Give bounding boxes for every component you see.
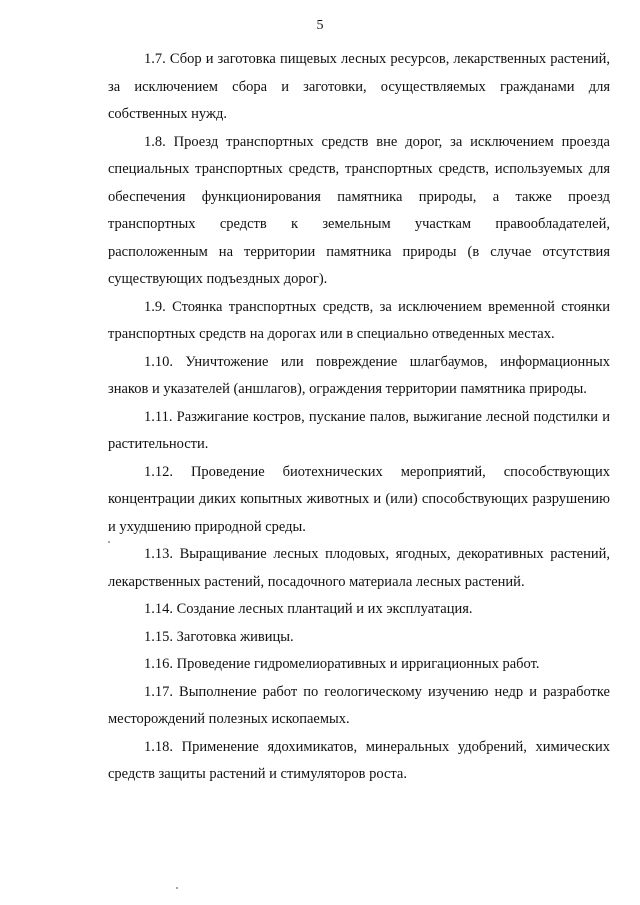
paragraph-1-16: 1.16. Проведение гидромелиоративных и ирригационных работ. (144, 656, 540, 672)
paragraph-1-8: 1.8. Проезд транспортных средств вне дорог, за исключением проезда специальных транспортных средств, транспортных средств, используемых для обеспечения функционирования памятника природы, а также проезд транспортных средств к земельным участкам правообладателей, расположенным на территории памятника природы (в случае отсутствия существующих подъездных дорог). (108, 133, 610, 287)
paragraph-1-13: 1.13. Выращивание лесных плодовых, ягодных, декоративных растений, лекарственных растений, посадочного материала лесных растений. (108, 546, 610, 590)
scan-speck (108, 541, 110, 543)
paragraph-1-11: 1.11. Разжигание костров, пускание палов, выжигание лесной подстилки и растительности. (108, 408, 610, 452)
paragraph-1-15: 1.15. Заготовка живицы. (144, 628, 294, 645)
paragraph-1-12: 1.12. Проведение биотехнических мероприятий, способствующих концентрации диких копытных животных и (или) способствующих разрушению и ухудшению природной среды. (108, 463, 610, 535)
paragraph-1-9: 1.9. Стоянка транспортных средств, за исключением временной стоянки транспортных средств на дорогах или в специально отведенных местах. (108, 298, 610, 342)
paragraph-1-18: 1.18. Применение ядохимикатов, минеральных удобрений, химических средств защиты растений и стимуляторов роста. (108, 738, 610, 782)
page-number: 5 (316, 18, 324, 33)
document-body (108, 46, 610, 789)
scan-speck (176, 887, 178, 889)
paragraph-1-14: 1.14. Создание лесных плантаций и их эксплуатация. (144, 601, 473, 617)
paragraph-1-10: 1.10. Уничтожение или повреждение шлагбаумов, информационных знаков и указателей (аншлагов), ограждения территории памятника природы. (108, 353, 610, 397)
paragraph-1-7: 1.7. Сбор и заготовка пищевых лесных ресурсов, лекарственных растений, за исключением сбора и заготовки, осуществляемых гражданами для собственных нужд. (108, 51, 610, 122)
paragraph-1-17: 1.17. Выполнение работ по геологическому изучению недр и разработке месторождений полезных ископаемых. (108, 683, 610, 727)
